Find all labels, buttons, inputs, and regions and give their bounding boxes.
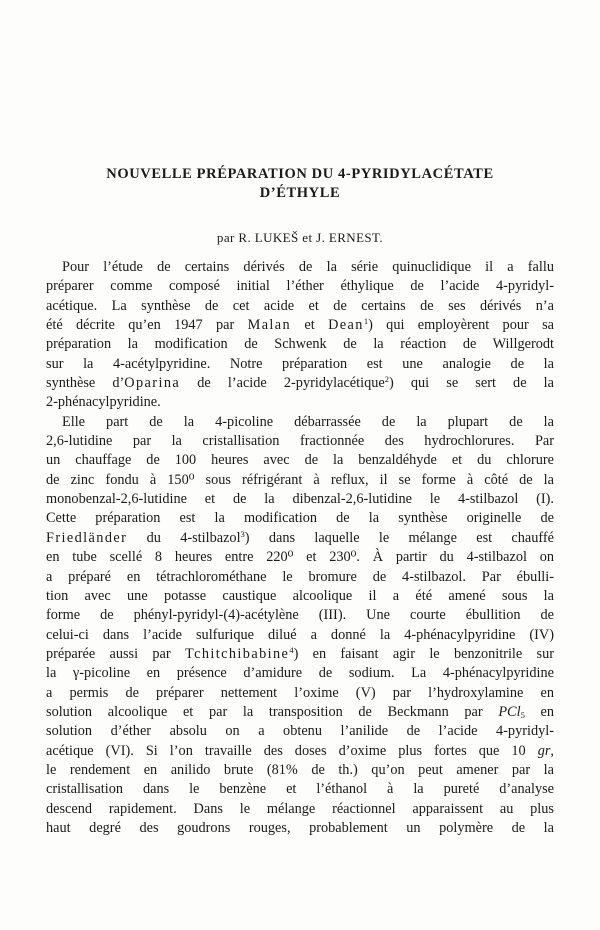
body-line: tion avec une potasse caustique alcoolique il a été amené sous la: [46, 587, 554, 604]
body-line: solution alcoolique et par la transposition de Beckmann par PCl$_5$ en: [46, 703, 554, 720]
body-line: préparée aussi par Tchitchibabine$^4$) en faisant agir le benzonitrile sur: [46, 644, 554, 662]
body-line: forme de phényl-pyridyl-(4)-acétylène (III). Une courte ébullition de: [46, 607, 554, 624]
author-name: Dean: [328, 317, 364, 334]
body-line: cristallisation dans le benzène et l’éthanol à la pureté d’analyse: [46, 781, 554, 798]
author-name: Oparina: [124, 375, 181, 392]
chemical-formula: PCl: [498, 703, 521, 720]
body-line: haut degré des goudrons rouges, probablement un polymère de la: [46, 819, 554, 836]
footnote-ref: 1: [363, 316, 369, 327]
footnote-ref: 4: [289, 644, 294, 655]
body-line: solution d’éther absolu on a obtenu l’anilide de l’acide 4-pyridyl-: [46, 723, 554, 740]
body-line: acétique (VI). Si l’on travaille des doses d’oxime plus fortes que 10 gr,: [46, 742, 554, 759]
body-line: préparation la modification de Schwenk de la réaction de Willgerodt: [46, 336, 554, 353]
body-line: Friedländer du 4-stilbazol$^3$) dans laquelle le mélange est chauffé: [46, 528, 554, 546]
body-line: descend rapidement. Dans le mélange réactionnel apparaissent au plus: [46, 800, 554, 817]
unit: gr: [537, 742, 551, 759]
article-body: [46, 258, 554, 838]
article-byline: par R. LUKEŠ et J. ERNEST.: [216, 230, 384, 245]
body-line: a permis de préparer nettement l’oxime (V) par l’hydroxylamine en: [46, 684, 554, 701]
body-line: Cette préparation est la modification de la synthèse originelle de: [46, 510, 554, 527]
body-line: acétique. La synthèse de cet acide et de certains de ses dérivés n’a: [46, 297, 554, 314]
body-line: 2-phénacylpyridine.: [46, 394, 161, 411]
author-name: Friedländer: [46, 529, 128, 546]
body-line: la γ-picoline en présence d’amidure de sodium. La 4-phénacylpyridine: [46, 665, 554, 682]
body-line: a préparé en tétrachlorométhane le bromure de 4-stilbazol. Par ébulli-: [46, 568, 554, 585]
formula-subscript: 5: [520, 709, 525, 720]
body-line: été décrite qu’en 1947 par Malan et Dean$^1$) qui employèrent pour sa: [46, 316, 554, 334]
body-line: le rendement en anilido brute (81% de th.) qu’on peut amener par la: [46, 761, 554, 778]
author-name: Tchitchibabine: [184, 645, 290, 662]
body-line: monobenzal-2,6-lutidine et de la dibenzal-2,6-lutidine le 4-stilbazol (I).: [46, 491, 554, 508]
article-title-line-1: NOUVELLE PRÉPARATION DU 4-PYRIDYLACÉTATE: [106, 166, 494, 182]
body-line: sur la 4-acétylpyridine. Notre préparation est une analogie de la: [46, 355, 554, 372]
article-title-line-2: D’ÉTHYLE: [259, 185, 341, 201]
body-line: 2,6-lutidine par la cristallisation fractionnée des hydrochlorures. Par: [46, 433, 554, 450]
body-line: préparer comme composé initial l’éther éthylique de l’acide 4-pyridyl-: [46, 278, 554, 295]
body-line: de zinc fondu à 150⁰ sous réfrigérant à reflux, il se forme à côté de la: [46, 471, 554, 488]
footnote-ref: 3: [240, 528, 245, 539]
body-line: celui-ci dans l’acide sulfurique dilué a donné la 4-phénacylpyridine (IV): [46, 626, 554, 643]
body-line: synthèse d’Oparina de l’acide 2-pyridylacétique$^2$) qui se sert de la: [46, 374, 554, 392]
body-line: en tube scellé 8 heures entre 220⁰ et 230⁰. À partir du 4-stilbazol on: [46, 549, 554, 566]
footnote-ref: 2: [384, 374, 389, 385]
author-name: Malan: [247, 317, 292, 334]
body-line: Elle part de la 4-picoline débarrassée de la plupart de la: [62, 413, 554, 430]
body-line: Pour l’étude de certains dérivés de la série quinuclidique il a fallu: [62, 259, 554, 275]
body-line: un chauffage de 100 heures avec de la benzaldéhyde et du chlorure: [46, 452, 554, 469]
